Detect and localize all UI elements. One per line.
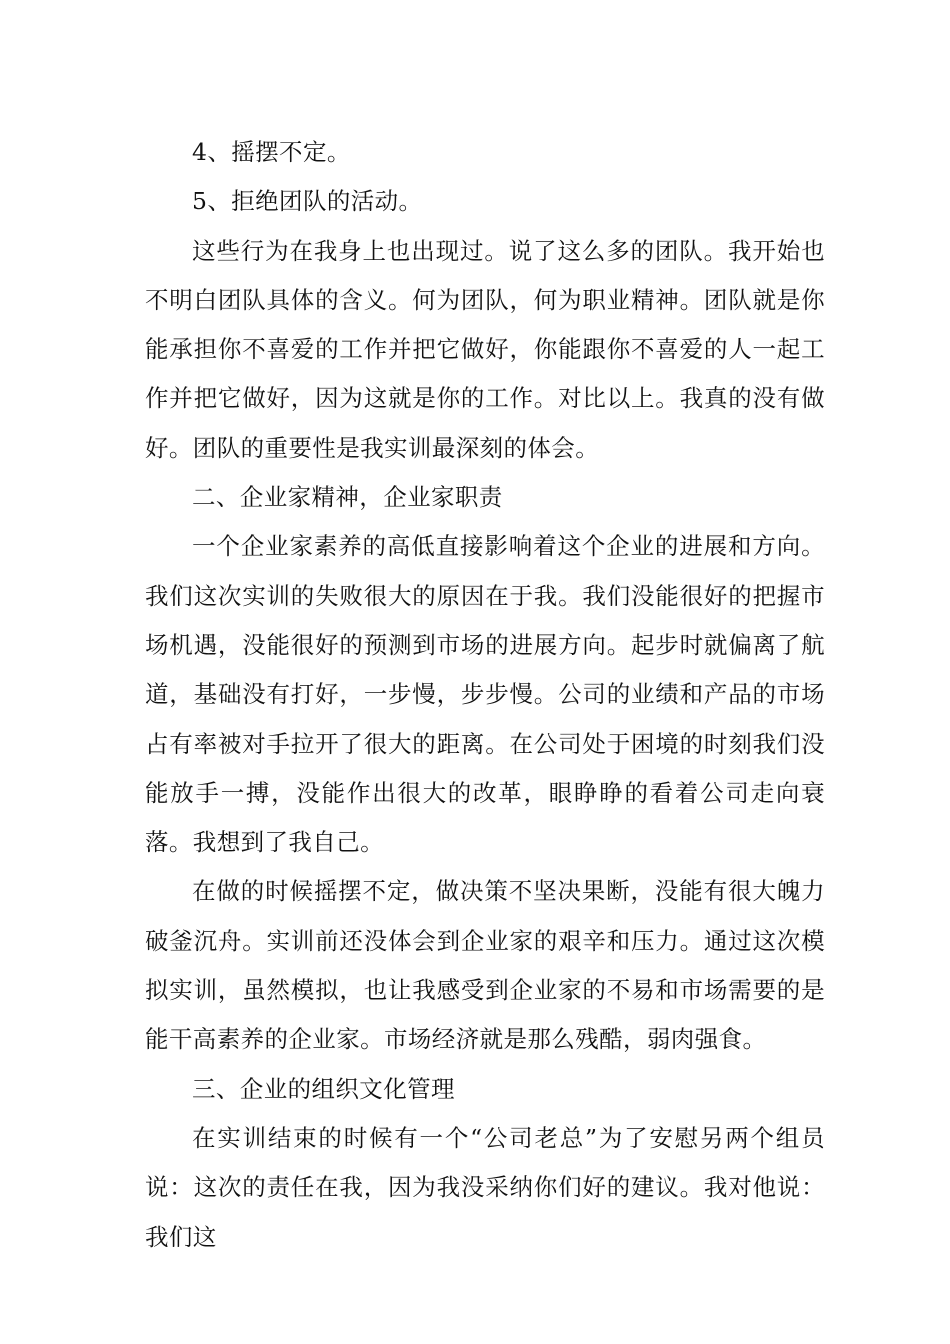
section-heading-entrepreneurship: 二、企业家精神，企业家职责 [192, 483, 503, 512]
list-item-5: 5、拒绝团队的活动。 [192, 187, 423, 216]
paragraph-team-reflection: 这些行为在我身上也出现过。说了这么多的团队。我开始也不明白团队具体的含义。何为团队，何为职业精神。团队就是你能承担你不喜爱的工作并把它做好，你能跟你不喜爱的人一起工作并把它做好，因为这就是你的工作。对比以上。我真的没有做好。团队的重要性是我实训最深刻的体会。 [145, 236, 825, 462]
paragraph-decision-hesitation: 在做的时候摇摆不定，做决策不坚决果断，没能有很大魄力破釜沉舟。实训前还没体会到企业家的艰辛和压力。通过这次模拟实训，虽然模拟，也让我感受到企业家的不易和市场需要的是能干高素养的企业家。市场经济就是那么残酷，弱肉强食。 [145, 877, 825, 1054]
paragraph-entrepreneur-quality: 一个企业家素养的高低直接影响着这个企业的进展和方向。我们这次实训的失败很大的原因在于我。我们没能很好的把握市场机遇，没能很好的预测到市场的进展方向。起步时就偏离了航道，基础没有打好，一步慢，步步慢。公司的业绩和产品的市场占有率被对手拉开了很大的距离。在公司处于困境的时刻我们没能放手一搏，没能作出很大的改革，眼睁睁的看着公司走向衰落。我想到了我自己。 [145, 532, 825, 857]
paragraph-training-end: 在实训结束的时候有一个“公司老总”为了安慰另两个组员说：这次的责任在我，因为我没采纳你们好的建议。我对他说：我们这 [145, 1123, 825, 1251]
list-item-4: 4、摇摆不定。 [192, 138, 351, 166]
section-heading-organization-culture: 三、企业的组织文化管理 [192, 1074, 455, 1103]
document-body [145, 128, 825, 1262]
